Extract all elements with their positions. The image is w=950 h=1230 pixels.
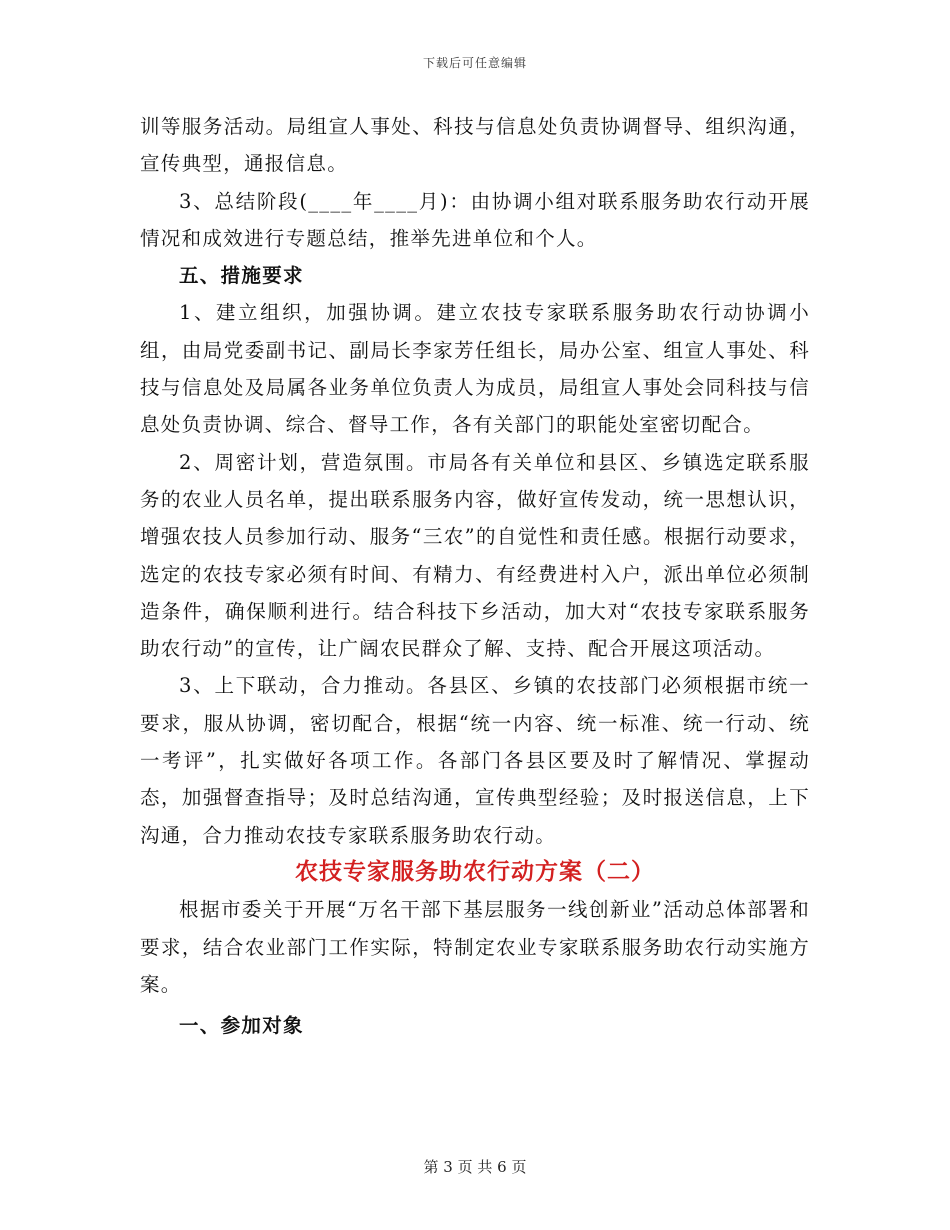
paragraph-measure-1: 1、建立组织，加强协调。建立农技专家联系服务助农行动协调小组，由局党委副书记、副局长李家芳任组长，局办公室、组宣人事处、科技与信息处及局属各业务单位负责人为成员，局组宣人事处会同科技与信息处负责协调、综合、督导工作，各有关部门的职能处室密切配合。 [140, 301, 810, 437]
paragraph-measure-2: 2、周密计划，营造氛围。市局各有关单位和县区、乡镇选定联系服务的农业人员名单，提出联系服务内容，做好宣传发动，统一思想认识，增强农技人员参加行动、服务“三农”的自觉性和责任感。根据行动要求，选定的农技专家必须有时间、有精力、有经费进村入户，派出单位必须制造条件，确保顺利进行。结合科技下乡活动，加大对“农技专家联系服务助农行动”的宣传，让广阔农民群众了解、支持、配合开展这项活动。 [140, 450, 810, 661]
document-title-2: 农技专家服务助农行动方案（二） [295, 858, 655, 885]
paragraph-measure-3: 3、上下联动，合力推动。各县区、乡镇的农技部门必须根据市统一要求，服从协调，密切配合，根据“统一内容、统一标准、统一行动、统一考评”，扎实做好各项工作。各部门各县区要及时了解情况、掌握动态，加强督查指导；及时总结沟通，宣传典型经验；及时报送信息，上下沟通，合力推动农技专家联系服务助农行动。 [140, 674, 810, 847]
page-header: 下载后可任意编辑 [422, 56, 527, 70]
document-body [140, 108, 810, 1044]
page-footer: 第 3 页 共 6 页 [423, 1158, 527, 1176]
section-heading-measures: 五、措施要求 [179, 264, 304, 288]
paragraph-intro: 根据市委关于开展“万名干部下基层服务一线创新业”活动总体部署和要求，结合农业部门工作实际，特制定农业专家联系服务助农行动实施方案。 [140, 898, 810, 996]
paragraph-summary-stage: 3、总结阶段(____年____月)：由协调小组对联系服务助农行动开展情况和成效进行专题总结，推举先进单位和个人。 [140, 189, 810, 250]
section-heading-participants: 一、参加对象 [179, 1014, 304, 1038]
paragraph-continuation: 训等服务活动。局组宣人事处、科技与信息处负责协调督导、组织沟通，宣传典型，通报信息。 [140, 115, 810, 176]
